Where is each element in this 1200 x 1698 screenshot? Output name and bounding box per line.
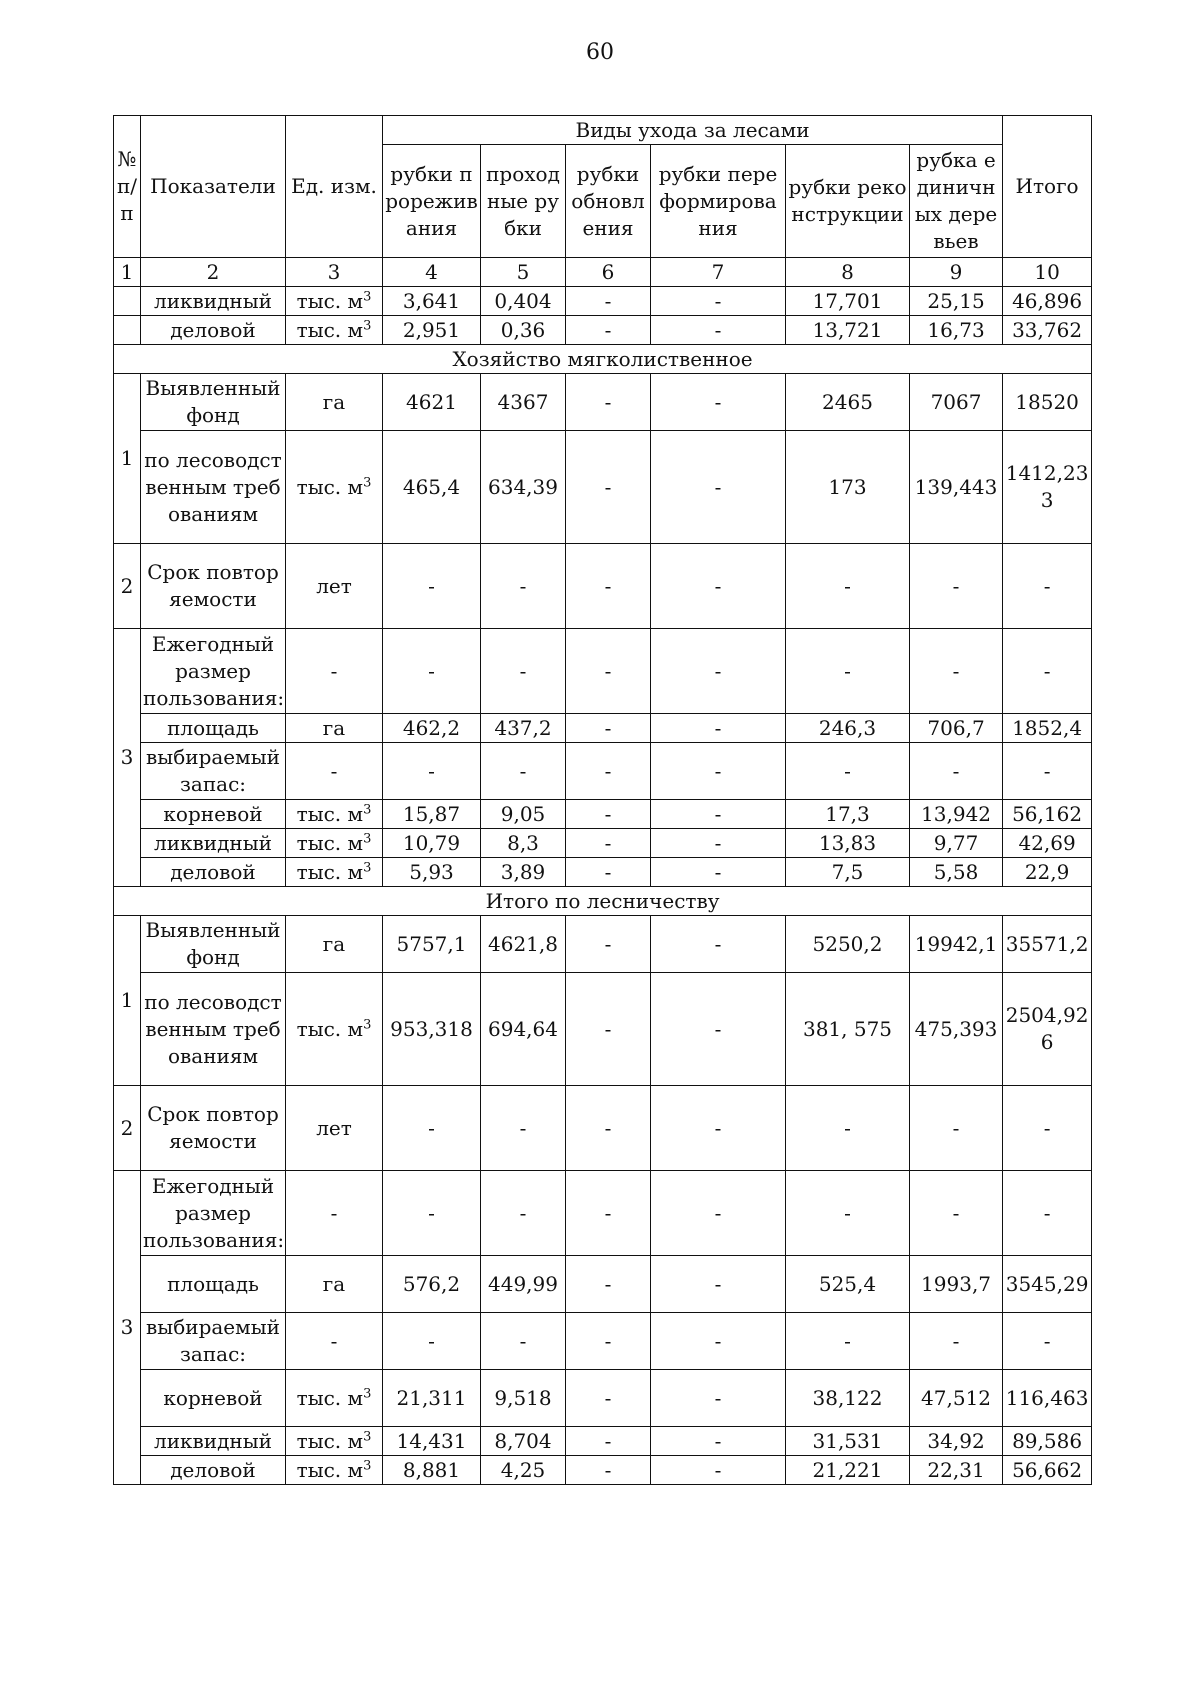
value-cell: 9,05 — [481, 800, 566, 829]
value-cell: - — [651, 800, 786, 829]
unit-superscript: 3 — [363, 801, 372, 817]
value-cell: 173 — [786, 431, 910, 544]
value-cell: - — [566, 1370, 651, 1427]
column-number: 5 — [481, 258, 566, 287]
num-cell — [114, 316, 141, 345]
value-cell: 47,512 — [910, 1370, 1003, 1427]
value-cell: 462,2 — [383, 714, 481, 743]
column-number: 1 — [114, 258, 141, 287]
unit-cell: лет — [286, 544, 383, 629]
value-cell: - — [651, 1171, 786, 1256]
value-cell: - — [383, 544, 481, 629]
value-cell: 525,4 — [786, 1256, 910, 1313]
unit-cell: га — [286, 1256, 383, 1313]
total-cell: - — [1003, 544, 1092, 629]
table-row — [114, 829, 1092, 858]
value-cell: - — [566, 743, 651, 800]
indicator-cell: Выявленный фонд — [141, 916, 286, 973]
table-row — [114, 1427, 1092, 1456]
value-cell: - — [651, 1313, 786, 1370]
indicator-cell: деловой — [141, 858, 286, 887]
table-row — [114, 1313, 1092, 1370]
value-cell: 694,64 — [481, 973, 566, 1086]
unit-superscript: 3 — [363, 1457, 372, 1473]
table-row — [114, 345, 1092, 374]
value-cell: 21,221 — [786, 1456, 910, 1485]
value-cell: - — [383, 1313, 481, 1370]
unit-cell — [286, 858, 383, 887]
total-cell: 56,662 — [1003, 1456, 1092, 1485]
value-cell: 9,518 — [481, 1370, 566, 1427]
value-cell: 8,3 — [481, 829, 566, 858]
total-cell: 89,586 — [1003, 1427, 1092, 1456]
value-cell: - — [651, 743, 786, 800]
num-cell: 2 — [114, 544, 141, 629]
value-cell: - — [651, 973, 786, 1086]
table-row — [114, 544, 1092, 629]
table-row — [114, 973, 1092, 1086]
value-cell: - — [383, 1171, 481, 1256]
column-number: 7 — [651, 258, 786, 287]
value-cell: 34,92 — [910, 1427, 1003, 1456]
value-cell: 475,393 — [910, 973, 1003, 1086]
table-row — [114, 1370, 1092, 1427]
value-cell: 17,701 — [786, 287, 910, 316]
value-cell: 5,93 — [383, 858, 481, 887]
column-number: 8 — [786, 258, 910, 287]
value-cell: - — [651, 287, 786, 316]
header-indicator: Показатели — [141, 116, 286, 258]
unit-superscript: 3 — [363, 317, 372, 333]
value-cell: - — [786, 1086, 910, 1171]
unit-superscript: 3 — [363, 474, 372, 490]
value-cell: 8,881 — [383, 1456, 481, 1485]
indicator-cell: ликвидный — [141, 1427, 286, 1456]
value-cell: - — [481, 544, 566, 629]
total-cell: 56,162 — [1003, 800, 1092, 829]
value-cell: - — [786, 1171, 910, 1256]
value-cell: 8,704 — [481, 1427, 566, 1456]
total-cell: - — [1003, 629, 1092, 714]
unit-cell — [286, 973, 383, 1086]
indicator-cell: выбираемый запас: — [141, 1313, 286, 1370]
table-row — [114, 743, 1092, 800]
table-row — [114, 916, 1092, 973]
value-cell: - — [383, 743, 481, 800]
column-numbers-row — [114, 258, 1092, 287]
indicator-cell: площадь — [141, 1256, 286, 1313]
header-type: рубки реконструкции — [786, 145, 910, 258]
value-cell: 437,2 — [481, 714, 566, 743]
unit-cell: лет — [286, 1086, 383, 1171]
value-cell: 953,318 — [383, 973, 481, 1086]
num-cell: 3 — [114, 629, 141, 887]
value-cell: 3,89 — [481, 858, 566, 887]
value-cell: 4621 — [383, 374, 481, 431]
value-cell: 0,404 — [481, 287, 566, 316]
value-cell: - — [910, 1086, 1003, 1171]
value-cell: 139,443 — [910, 431, 1003, 544]
total-cell: - — [1003, 1313, 1092, 1370]
header-num: № п/п — [114, 116, 141, 258]
total-cell: 22,9 — [1003, 858, 1092, 887]
total-cell: 18520 — [1003, 374, 1092, 431]
value-cell: - — [786, 544, 910, 629]
section-title: Итого по лесничеству — [114, 887, 1092, 916]
table-header — [114, 116, 1092, 287]
value-cell: - — [566, 1171, 651, 1256]
unit-text: тыс. м — [296, 801, 364, 826]
value-cell: 13,83 — [786, 829, 910, 858]
unit-text: тыс. м — [296, 1385, 364, 1410]
header-unit: Ед. изм. — [286, 116, 383, 258]
table-body — [114, 287, 1092, 1485]
value-cell: 17,3 — [786, 800, 910, 829]
value-cell: - — [651, 714, 786, 743]
unit-superscript: 3 — [363, 1016, 372, 1032]
value-cell: - — [566, 431, 651, 544]
value-cell: 3,641 — [383, 287, 481, 316]
value-cell: - — [566, 1456, 651, 1485]
indicator-cell: Срок повторяемости — [141, 1086, 286, 1171]
value-cell: - — [383, 629, 481, 714]
column-number: 2 — [141, 258, 286, 287]
value-cell: - — [651, 1427, 786, 1456]
column-number: 10 — [1003, 258, 1092, 287]
value-cell: - — [651, 1256, 786, 1313]
value-cell: 706,7 — [910, 714, 1003, 743]
unit-text: тыс. м — [296, 1457, 364, 1482]
value-cell: - — [786, 1313, 910, 1370]
header-type: рубки переформирования — [651, 145, 786, 258]
unit-cell: га — [286, 916, 383, 973]
value-cell: 38,122 — [786, 1370, 910, 1427]
value-cell: 7067 — [910, 374, 1003, 431]
value-cell: - — [566, 1427, 651, 1456]
section-title: Хозяйство мягколиственное — [114, 345, 1092, 374]
value-cell: - — [910, 1171, 1003, 1256]
value-cell: - — [566, 829, 651, 858]
value-cell: - — [910, 1313, 1003, 1370]
value-cell: - — [786, 629, 910, 714]
unit-cell — [286, 1456, 383, 1485]
indicator-cell: корневой — [141, 1370, 286, 1427]
value-cell: 31,531 — [786, 1427, 910, 1456]
unit-text: тыс. м — [296, 830, 364, 855]
total-cell: 1412,233 — [1003, 431, 1092, 544]
header-type: проходные рубки — [481, 145, 566, 258]
indicator-cell: корневой — [141, 800, 286, 829]
page-number: 60 — [586, 40, 614, 65]
header-type: рубки прореживания — [383, 145, 481, 258]
value-cell: 22,31 — [910, 1456, 1003, 1485]
value-cell: - — [651, 316, 786, 345]
indicator-cell: по лесоводственным требованиям — [141, 973, 286, 1086]
value-cell: 246,3 — [786, 714, 910, 743]
value-cell: - — [566, 714, 651, 743]
value-cell: - — [651, 1456, 786, 1485]
unit-cell — [286, 1427, 383, 1456]
value-cell: - — [651, 1370, 786, 1427]
value-cell: - — [566, 544, 651, 629]
num-cell — [114, 287, 141, 316]
header-total: Итого — [1003, 116, 1092, 258]
total-cell: - — [1003, 743, 1092, 800]
value-cell: - — [566, 1313, 651, 1370]
table-row — [114, 629, 1092, 714]
indicator-cell: выбираемый запас: — [141, 743, 286, 800]
unit-superscript: 3 — [363, 859, 372, 875]
value-cell: - — [910, 743, 1003, 800]
table-row — [114, 858, 1092, 887]
table-row — [114, 316, 1092, 345]
table-row — [114, 887, 1092, 916]
forest-care-table — [113, 115, 1092, 1485]
value-cell: 4621,8 — [481, 916, 566, 973]
total-cell: 35571,2 — [1003, 916, 1092, 973]
value-cell: 5250,2 — [786, 916, 910, 973]
value-cell: - — [481, 1313, 566, 1370]
indicator-cell: площадь — [141, 714, 286, 743]
table-row — [114, 1171, 1092, 1256]
total-cell: - — [1003, 1086, 1092, 1171]
value-cell: 1993,7 — [910, 1256, 1003, 1313]
indicator-cell: Выявленный фонд — [141, 374, 286, 431]
value-cell: - — [566, 374, 651, 431]
value-cell: 0,36 — [481, 316, 566, 345]
total-cell: 46,896 — [1003, 287, 1092, 316]
value-cell: - — [651, 858, 786, 887]
value-cell: - — [481, 1171, 566, 1256]
unit-text: тыс. м — [296, 317, 364, 342]
unit-text: тыс. м — [296, 474, 364, 499]
table-row — [114, 1086, 1092, 1171]
value-cell: 13,721 — [786, 316, 910, 345]
value-cell: 7,5 — [786, 858, 910, 887]
indicator-cell: ликвидный — [141, 287, 286, 316]
value-cell: 10,79 — [383, 829, 481, 858]
unit-cell: - — [286, 743, 383, 800]
value-cell: - — [566, 316, 651, 345]
total-cell: 33,762 — [1003, 316, 1092, 345]
value-cell: 15,87 — [383, 800, 481, 829]
indicator-cell: Ежегодный размер пользования: — [141, 629, 286, 714]
unit-cell: - — [286, 1313, 383, 1370]
unit-text: тыс. м — [296, 1016, 364, 1041]
unit-superscript: 3 — [363, 1428, 372, 1444]
value-cell: 16,73 — [910, 316, 1003, 345]
unit-superscript: 3 — [363, 830, 372, 846]
value-cell: - — [786, 743, 910, 800]
value-cell: - — [566, 916, 651, 973]
table-row — [114, 431, 1092, 544]
value-cell: - — [566, 1086, 651, 1171]
num-cell: 1 — [114, 916, 141, 1086]
value-cell: - — [651, 629, 786, 714]
total-cell: - — [1003, 1171, 1092, 1256]
value-cell: - — [566, 858, 651, 887]
value-cell: 449,99 — [481, 1256, 566, 1313]
value-cell: 576,2 — [383, 1256, 481, 1313]
value-cell: 5,58 — [910, 858, 1003, 887]
value-cell: 19942,1 — [910, 916, 1003, 973]
unit-cell — [286, 316, 383, 345]
total-cell: 42,69 — [1003, 829, 1092, 858]
table-row — [114, 1456, 1092, 1485]
num-cell: 3 — [114, 1171, 141, 1485]
indicator-cell: деловой — [141, 1456, 286, 1485]
indicator-cell: Ежегодный размер пользования: — [141, 1171, 286, 1256]
unit-cell — [286, 287, 383, 316]
value-cell: - — [651, 1086, 786, 1171]
value-cell: - — [910, 629, 1003, 714]
table-row — [114, 374, 1092, 431]
num-cell: 2 — [114, 1086, 141, 1171]
unit-cell: га — [286, 374, 383, 431]
indicator-cell: ликвидный — [141, 829, 286, 858]
value-cell: 13,942 — [910, 800, 1003, 829]
column-number: 9 — [910, 258, 1003, 287]
total-cell: 2504,926 — [1003, 973, 1092, 1086]
value-cell: 14,431 — [383, 1427, 481, 1456]
total-cell: 3545,29 — [1003, 1256, 1092, 1313]
unit-cell: - — [286, 629, 383, 714]
header-type: рубки обновления — [566, 145, 651, 258]
header-type: рубка единичных деревьев — [910, 145, 1003, 258]
value-cell: 2,951 — [383, 316, 481, 345]
unit-superscript: 3 — [363, 288, 372, 304]
total-cell: 116,463 — [1003, 1370, 1092, 1427]
indicator-cell: Срок повторяемости — [141, 544, 286, 629]
column-number: 4 — [383, 258, 481, 287]
value-cell: - — [651, 431, 786, 544]
unit-cell — [286, 800, 383, 829]
table-row — [114, 714, 1092, 743]
value-cell: 381, 575 — [786, 973, 910, 1086]
column-number: 3 — [286, 258, 383, 287]
indicator-cell: по лесоводственным требованиям — [141, 431, 286, 544]
unit-superscript: 3 — [363, 1385, 372, 1401]
value-cell: 9,77 — [910, 829, 1003, 858]
value-cell: 5757,1 — [383, 916, 481, 973]
table-row — [114, 800, 1092, 829]
unit-cell: - — [286, 1171, 383, 1256]
column-number: 6 — [566, 258, 651, 287]
value-cell: - — [651, 544, 786, 629]
unit-text: тыс. м — [296, 1428, 364, 1453]
value-cell: - — [566, 800, 651, 829]
value-cell: - — [651, 916, 786, 973]
value-cell: - — [383, 1086, 481, 1171]
value-cell: 2465 — [786, 374, 910, 431]
unit-text: тыс. м — [296, 859, 364, 884]
indicator-cell: деловой — [141, 316, 286, 345]
num-cell: 1 — [114, 374, 141, 544]
header-group-title: Виды ухода за лесами — [383, 116, 1003, 145]
unit-text: тыс. м — [296, 288, 364, 313]
table-row — [114, 287, 1092, 316]
value-cell: - — [651, 374, 786, 431]
value-cell: - — [566, 287, 651, 316]
value-cell: - — [481, 743, 566, 800]
value-cell: 4,25 — [481, 1456, 566, 1485]
unit-cell — [286, 829, 383, 858]
value-cell: - — [481, 1086, 566, 1171]
value-cell: 25,15 — [910, 287, 1003, 316]
value-cell: 4367 — [481, 374, 566, 431]
unit-cell — [286, 431, 383, 544]
value-cell: 634,39 — [481, 431, 566, 544]
total-cell: 1852,4 — [1003, 714, 1092, 743]
value-cell: 465,4 — [383, 431, 481, 544]
unit-cell — [286, 1370, 383, 1427]
unit-cell: га — [286, 714, 383, 743]
value-cell: - — [651, 829, 786, 858]
value-cell: 21,311 — [383, 1370, 481, 1427]
table-row — [114, 1256, 1092, 1313]
value-cell: - — [481, 629, 566, 714]
value-cell: - — [566, 1256, 651, 1313]
value-cell: - — [566, 973, 651, 1086]
value-cell: - — [910, 544, 1003, 629]
value-cell: - — [566, 629, 651, 714]
